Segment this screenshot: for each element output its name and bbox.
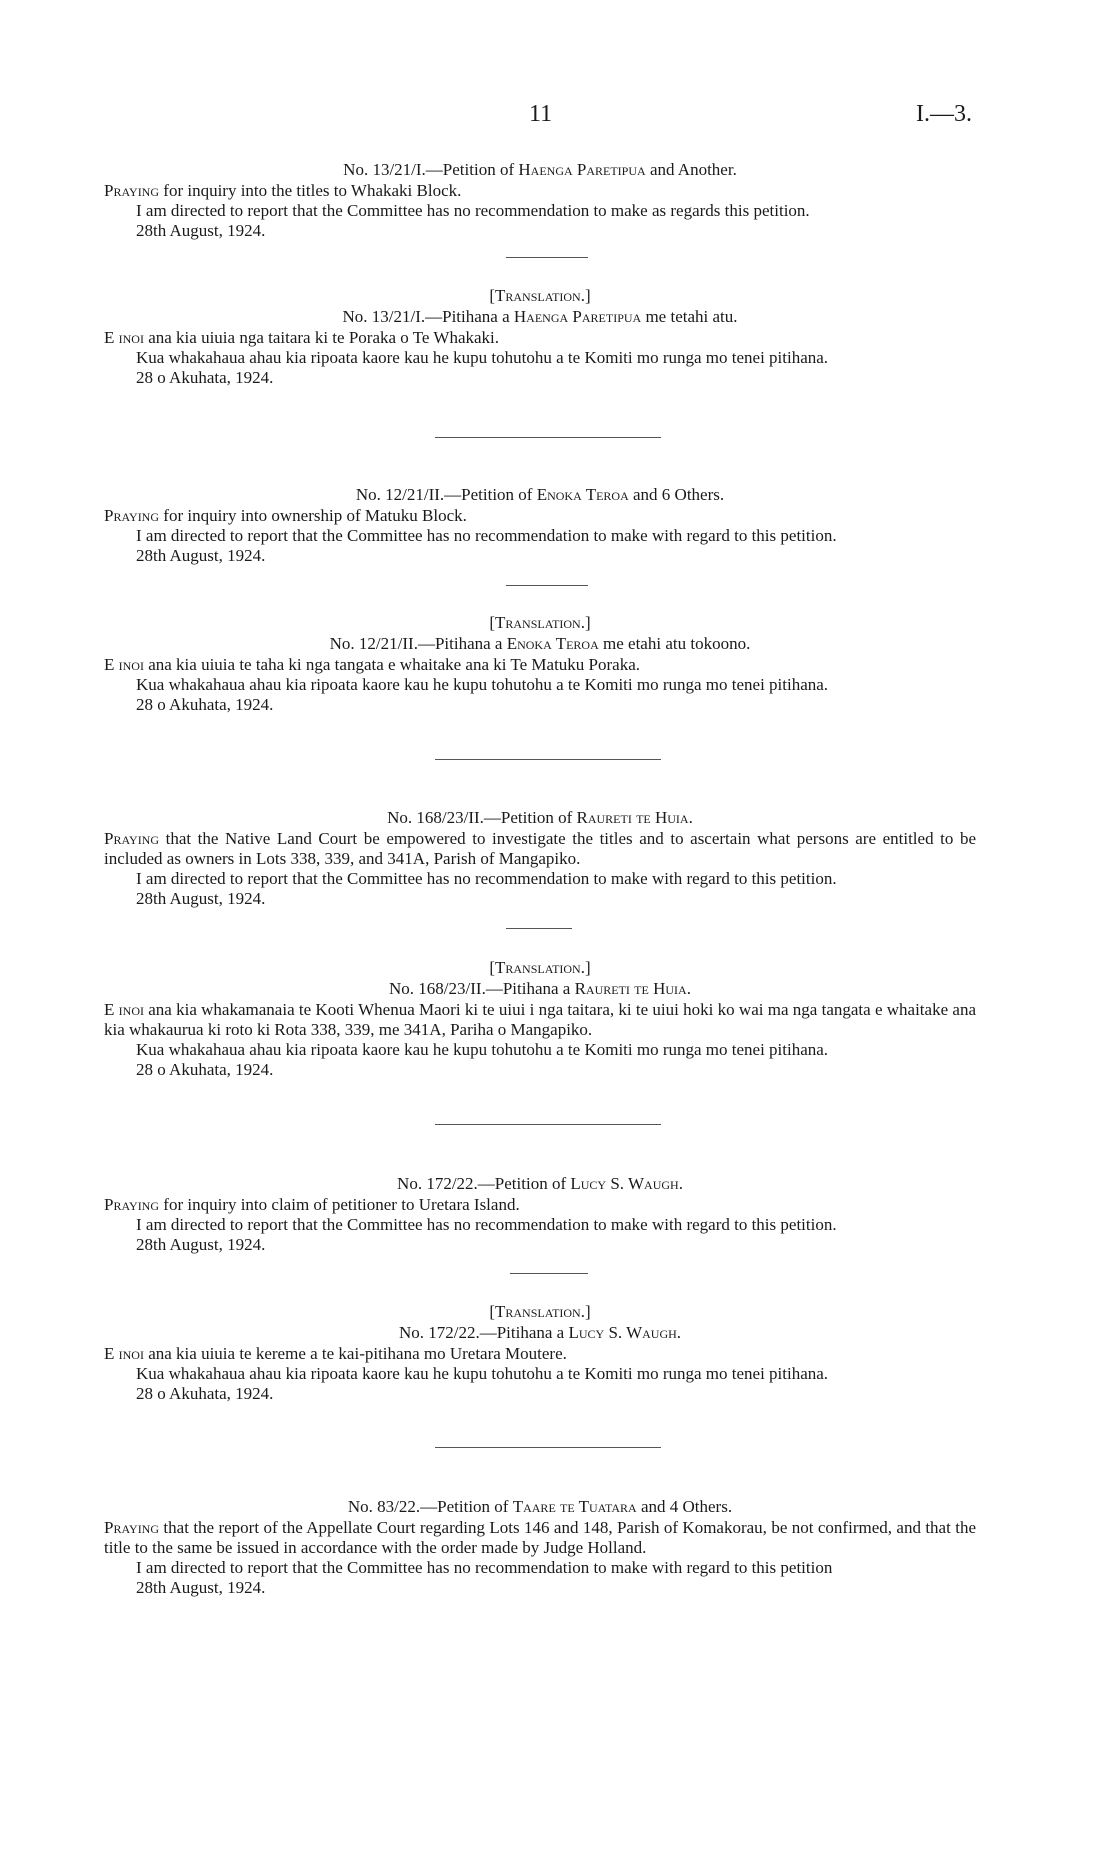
petition-title: No. 172/22.—Petition of Lucy S. Waugh. [397,1174,683,1193]
translation-section [104,1302,976,1404]
translation-date: 28 o Akuhata, 1924. [136,1384,274,1403]
translation-report-paragraph: Kua whakahaua ahau kia ripoata kaore kau he kupu tohutohu a te Komiti mo runga mo tenei pitihana. [136,1364,829,1383]
translation-title: No. 13/21/I.—Pitihana a Haenga Paretipua me tetahi atu. [342,307,738,326]
report-paragraph: I am directed to report that the Committee has no recommendation to make with regard to this petition [136,1558,833,1577]
translation-report-paragraph: Kua whakahaua ahau kia ripoata kaore kau he kupu tohutohu a te Komiti mo runga mo tenei pitihana. [136,348,829,367]
praying-paragraph: Praying that the Native Land Court be empowered to investigate the titles and to ascertain what persons are entitled to be included as owners in Lots 338, 339, and 341A, Parish of Mangapiko. [104,829,976,868]
separator-short [510,1273,588,1274]
report-date: 28th August, 1924. [136,889,266,908]
praying-paragraph: Praying for inquiry into the titles to Whakaki Block. [104,181,462,200]
translation-section [104,958,976,1080]
page-number: 11 [529,101,553,127]
translation-title: No. 12/21/II.—Pitihana a Enoka Teroa me etahi atu tokoono. [329,634,751,653]
petition-section [104,160,976,241]
translation-label: [Translation.] [489,286,591,305]
separator-long [435,437,661,438]
separator-short [506,928,572,929]
inoi-paragraph: E inoi ana kia uiuia te kereme a te kai-pitihana mo Uretara Moutere. [104,1344,567,1363]
translation-date: 28 o Akuhata, 1924. [136,695,274,714]
report-date: 28th August, 1924. [136,546,266,565]
separator-long [435,1124,661,1125]
translation-date: 28 o Akuhata, 1924. [136,1060,274,1079]
translation-section [104,613,976,715]
translation-label: [Translation.] [489,613,591,632]
report-date: 28th August, 1924. [136,221,266,240]
separator-short [506,585,588,586]
report-paragraph: I am directed to report that the Committee has no recommendation to make as regards this petition. [136,201,810,220]
petition-title: No. 12/21/II.—Petition of Enoka Teroa and 6 Others. [355,485,725,504]
petition-title: No. 168/23/II.—Petition of Raureti te Huia. [387,808,693,827]
separator-short [506,257,588,258]
petition-section [104,485,976,566]
inoi-paragraph: E inoi ana kia uiuia nga taitara ki te Poraka o Te Whakaki. [104,328,500,347]
separator-long [435,1447,661,1448]
petition-section [104,1497,976,1598]
translation-title: No. 172/22.—Pitihana a Lucy S. Waugh. [398,1323,682,1342]
petition-section [104,808,976,909]
praying-paragraph: Praying for inquiry into ownership of Matuku Block. [104,506,467,525]
report-paragraph: I am directed to report that the Committee has no recommendation to make with regard to this petition. [136,526,837,545]
separator-long [435,759,661,760]
report-date: 28th August, 1924. [136,1235,266,1254]
translation-report-paragraph: Kua whakahaua ahau kia ripoata kaore kau he kupu tohutohu a te Komiti mo runga mo tenei pitihana. [136,675,829,694]
translation-label: [Translation.] [489,958,591,977]
translation-label: [Translation.] [489,1302,591,1321]
document-reference: I.—3. [916,101,972,127]
translation-title: No. 168/23/II.—Pitihana a Raureti te Huia. [389,979,691,998]
translation-section [104,286,976,388]
inoi-paragraph: E inoi ana kia whakamanaia te Kooti Whenua Maori ki te uiui i nga taitara, ki te uiui hoki ko wai ma nga tangata e whaitake ana kia whakaurua ki roto ki Rota 338, 339, me 341A, Pariha o Mangapiko. [104,1000,976,1039]
petition-title: No. 13/21/I.—Petition of Haenga Paretipua and Another. [343,160,737,179]
praying-paragraph: Praying that the report of the Appellate Court regarding Lots 146 and 148, Parish of Komakorau, be not confirmed, and that the title to the same be issued in accordance with the order made by Judge Holland. [104,1518,976,1557]
inoi-paragraph: E inoi ana kia uiuia te taha ki nga tangata e whaitake ana ki Te Matuku Poraka. [104,655,640,674]
translation-report-paragraph: Kua whakahaua ahau kia ripoata kaore kau he kupu tohutohu a te Komiti mo runga mo tenei pitihana. [136,1040,829,1059]
praying-paragraph: Praying for inquiry into claim of petitioner to Uretara Island. [104,1195,520,1214]
report-date: 28th August, 1924. [136,1578,266,1597]
petition-title: No. 83/22.—Petition of Taare te Tuatara and 4 Others. [347,1497,733,1516]
translation-date: 28 o Akuhata, 1924. [136,368,274,387]
petition-section [104,1174,976,1255]
report-paragraph: I am directed to report that the Committee has no recommendation to make with regard to this petition. [136,869,837,888]
report-paragraph: I am directed to report that the Committee has no recommendation to make with regard to this petition. [136,1215,837,1234]
